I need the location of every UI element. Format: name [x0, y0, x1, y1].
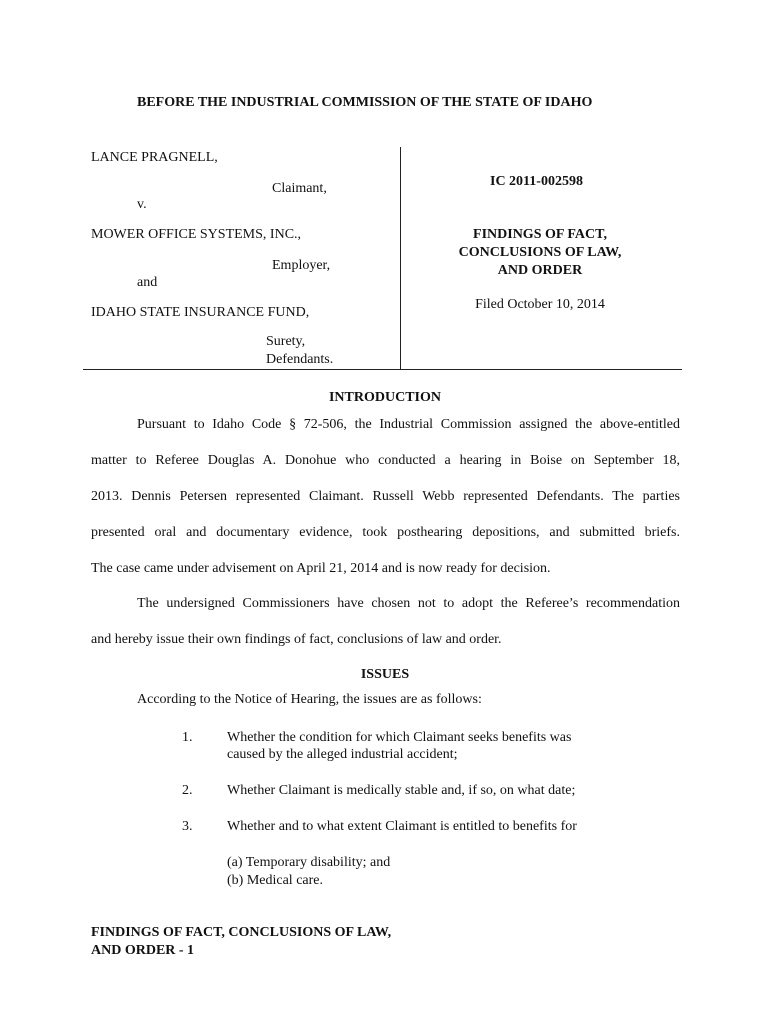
intro-p1-line: presented oral and documentary evidence, took posthearing depositions, and submitted briefs. — [91, 525, 680, 540]
introduction-heading: INTRODUCTION — [328, 390, 441, 405]
caption-horizontal-divider — [83, 369, 682, 370]
and-separator: and — [137, 275, 158, 290]
issue-3-sub-b: (b) Medical care. — [227, 873, 323, 888]
introduction-paragraph-2 — [91, 586, 680, 658]
issue-1-line1: Whether the condition for which Claimant seeks benefits was — [227, 730, 572, 745]
versus: v. — [137, 197, 147, 212]
commission-header: BEFORE THE INDUSTRIAL COMMISSION OF THE STATE OF IDAHO — [137, 95, 593, 110]
employer-role: Employer, — [272, 258, 331, 273]
doc-title-line3: AND ORDER — [497, 263, 583, 278]
caption-vertical-divider — [400, 147, 401, 369]
intro-p1-line: matter to Referee Douglas A. Donohue who conducted a hearing in Boise on September 18, — [91, 453, 680, 468]
surety-name: IDAHO STATE INSURANCE FUND, — [91, 305, 310, 320]
intro-p2-line: The undersigned Commissioners have chosen not to adopt the Referee’s recommendation — [137, 596, 680, 611]
footer-line2: AND ORDER - 1 — [91, 943, 195, 958]
introduction-paragraph-1 — [91, 407, 680, 587]
issue-3-number: 3. — [182, 819, 193, 834]
issues-intro: According to the Notice of Hearing, the issues are as follows: — [137, 692, 482, 707]
intro-p1-line: The case came under advisement on April 21, 2014 and is now ready for decision. — [91, 561, 551, 576]
footer-line1: FINDINGS OF FACT, CONCLUSIONS OF LAW, — [91, 925, 392, 940]
issue-3-text: Whether and to what extent Claimant is entitled to benefits for — [227, 819, 577, 834]
surety-role: Surety, — [266, 334, 306, 349]
filed-date: Filed October 10, 2014 — [475, 297, 605, 312]
intro-p1-line: 2013. Dennis Petersen represented Claimant. Russell Webb represented Defendants. The parties — [91, 489, 680, 504]
issue-2-text: Whether Claimant is medically stable and, if so, on what date; — [227, 783, 576, 798]
claimant-role: Claimant, — [272, 181, 327, 196]
issues-heading: ISSUES — [360, 667, 410, 682]
claimant-name: LANCE PRAGNELL, — [91, 150, 218, 165]
issue-2-number: 2. — [182, 783, 193, 798]
case-number: IC 2011-002598 — [490, 174, 583, 189]
employer-name: MOWER OFFICE SYSTEMS, INC., — [91, 227, 302, 242]
intro-p1-line: Pursuant to Idaho Code § 72-506, the Industrial Commission assigned the above-entitled — [137, 417, 680, 432]
issue-1-line2: caused by the alleged industrial accident; — [227, 747, 458, 762]
doc-title-line1: FINDINGS OF FACT, — [473, 227, 607, 242]
issue-3-sub-a: (a) Temporary disability; and — [227, 855, 391, 870]
defendants-role: Defendants. — [266, 352, 334, 367]
doc-title-line2: CONCLUSIONS OF LAW, — [458, 245, 622, 260]
intro-p2-line: and hereby issue their own findings of fact, conclusions of law and order. — [91, 632, 502, 647]
issue-1-number: 1. — [182, 730, 193, 745]
